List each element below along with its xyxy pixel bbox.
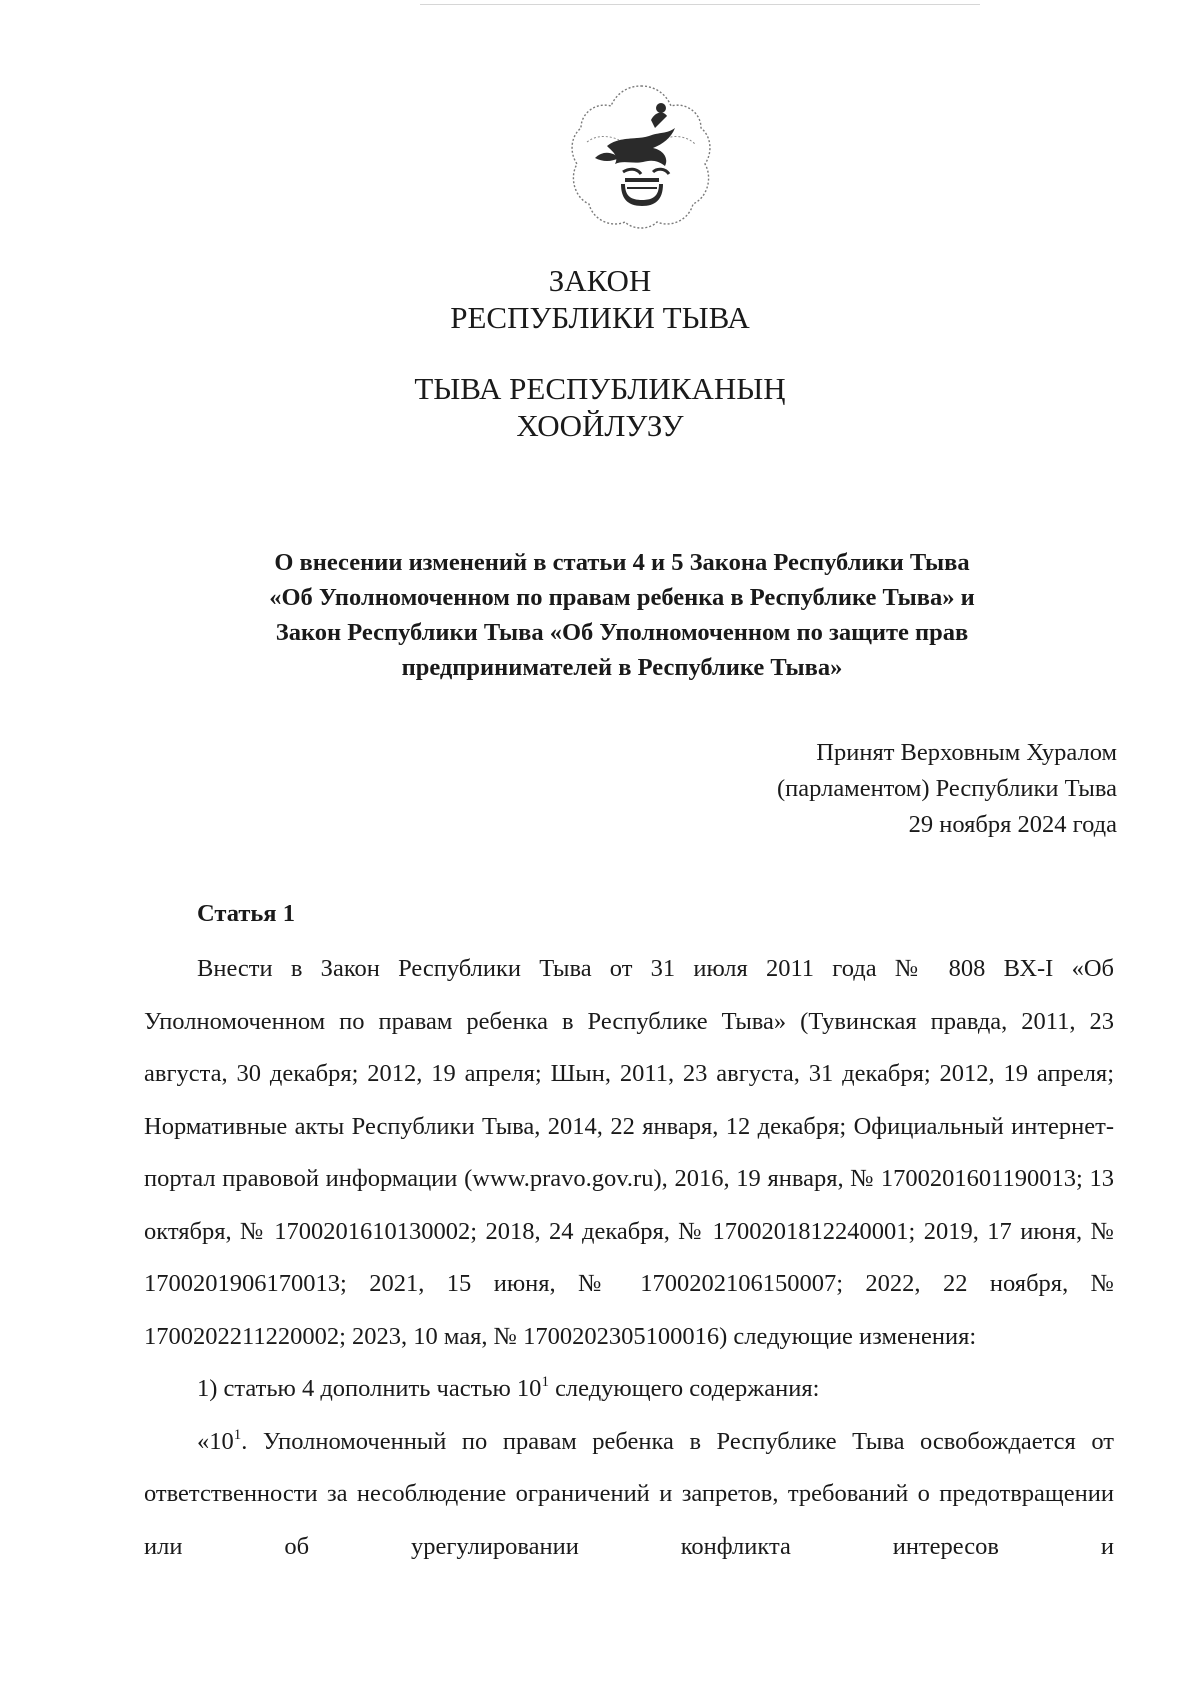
- article-1-item-1: [144, 1363, 1114, 1416]
- article-1-body: [144, 943, 1114, 1573]
- law-title-ru-line1: ЗАКОН: [548, 263, 652, 298]
- article-1-title: Статья 1: [197, 900, 295, 927]
- law-heading-line4: предпринимателей в Республике Тыва»: [401, 654, 843, 681]
- law-heading-line3: Закон Республики Тыва «Об Уполномоченном по защите прав: [275, 619, 969, 646]
- item-1-text-after: следующего содержания:: [548, 1375, 820, 1402]
- article-1-quote-paragraph: [144, 1416, 1114, 1574]
- law-title-tyv: [0, 370, 1200, 444]
- law-heading: [200, 545, 1044, 685]
- quote-open: «10: [197, 1427, 234, 1455]
- quote-superscript: 1: [233, 1426, 242, 1443]
- adoption-note-line2: (парламентом) Республики Тыва: [777, 775, 1117, 802]
- law-heading-line2: «Об Уполномоченном по правам ребенка в Республике Тыва» и: [269, 584, 975, 611]
- law-title-tyv-line1: ТЫВА РЕСПУБЛИКАНЫҢ: [414, 371, 786, 406]
- adoption-note: [777, 735, 1117, 843]
- quote-text: . Уполномоченный по правам ребенка в Республике Тыва освобождается от ответственности за несоблюдение ограничений и запретов, требований о предотвращении или об урегулировании конфликта интересов и: [144, 1427, 1114, 1560]
- article-1-intro-paragraph: Внести в Закон Республики Тыва от 31 июля 2011 года № 808 ВХ-I «Об Уполномоченном по правам ребенка в Республике Тыва» (Тувинская правда, 2011, 23 августа, 30 декабря; 2012, 19 апреля; Шын, 2011, 23 августа, 31 декабря; 2012, 19 апреля; Нормативные акты Республики Тыва, 2014, 22 января, 12 декабря; Официальный интернет-портал правовой информации (www.pravo.gov.ru), 2016, 19 января, № 1700201601190013; 13 октября, № 1700201610130002; 2018, 24 декабря, № 1700201812240001; 2019, 17 июня, № 1700201906170013; 2021, 15 июня, № 1700202106150007; 2022, 22 ноября, № 1700202211220002; 2023, 10 мая, № 1700202305100016) следующие изменения:: [144, 955, 1114, 1350]
- law-title-ru-line2: РЕСПУБЛИКИ ТЫВА: [450, 300, 750, 335]
- item-1-superscript: 1: [541, 1374, 549, 1390]
- law-title-tyv-line2: ХООЙЛУЗУ: [516, 408, 684, 443]
- adoption-date: 29 ноября 2024 года: [908, 811, 1117, 838]
- law-title-ru: [0, 262, 1200, 336]
- item-1-text-before: 1) статью 4 дополнить частью 10: [197, 1375, 542, 1402]
- scan-edge-line: [420, 4, 980, 5]
- adoption-note-line1: Принят Верховным Хуралом: [816, 739, 1117, 766]
- law-heading-line1: О внесении изменений в статьи 4 и 5 Закона Республики Тыва: [274, 549, 970, 576]
- coat-of-arms-emblem: [567, 80, 715, 232]
